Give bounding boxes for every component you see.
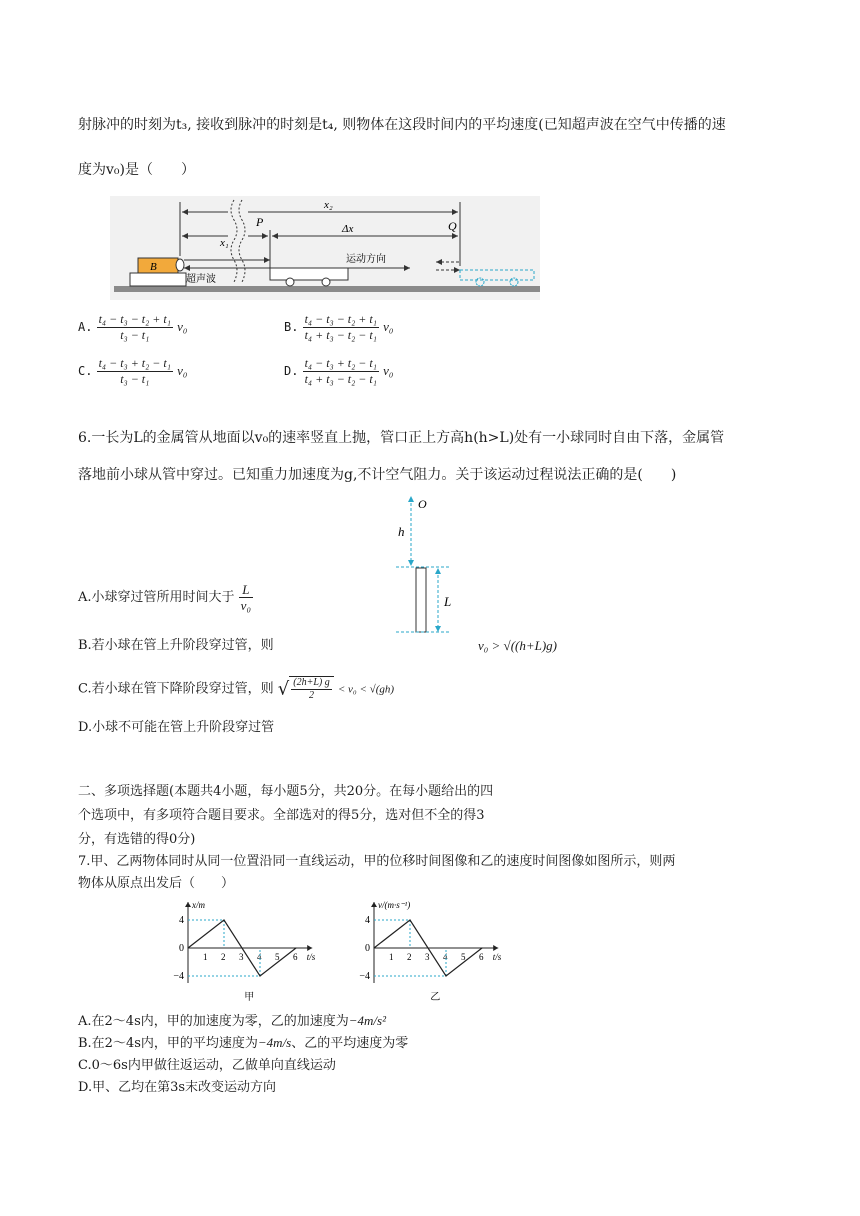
x-tick-label: 1 [389, 952, 394, 962]
q5-option-a[interactable]: A. $\frac{\text{t₄ − t₃ − t₂ + t₁}}{\text{t₃ − t₁}}$ v₀ [78, 312, 188, 342]
y-tick-label: 0 [365, 943, 370, 954]
q6-option-a[interactable]: A.小球穿过管所用时间大于 $\frac{L}{\text{v₀}}$ [78, 582, 251, 613]
label-wave: 超声波 [186, 274, 216, 285]
y-axis-label: v/(m·s⁻¹) [378, 900, 411, 910]
chart-title: 乙 [430, 992, 441, 1003]
x-axis-label: t/s [306, 952, 316, 962]
chart-yi [346, 896, 522, 1006]
label-dx: Δx [342, 223, 354, 235]
x-tick-label: 1 [203, 952, 208, 962]
data-point [223, 919, 224, 920]
q6-line2: 落地前小球从管中穿过。已知重力加速度为g,不计空气阻力。关于该运动过程说法正确的是( ) [78, 467, 677, 483]
x-tick-label: 2 [221, 952, 226, 962]
section2-line2: 个选项中，有多项符合题目要求。全部选对的得5分，选对但不全的得3 [78, 808, 485, 823]
y-tick-label: −4 [173, 971, 184, 982]
q6-option-b-formula: v₀ > √((h+L)g) [478, 638, 558, 653]
label-P: P [256, 215, 264, 229]
data-point [259, 975, 260, 976]
x-tick-label: 4 [257, 952, 262, 962]
label-L: L [444, 594, 452, 609]
q7-option-b[interactable]: B.在2～4s内，甲的平均速度为−4m/s、乙的平均速度为零 [78, 1035, 409, 1051]
q7-option-d[interactable]: D.甲、乙均在第3s末改变运动方向 [78, 1080, 277, 1095]
q5-option-c[interactable]: C. $\frac{\text{t₄ − t₃ + t₂ − t₁}}{\text{t₃ − t₁}}$ v₀ [78, 356, 188, 386]
q6-line1: 6.一长为L的金属管从地面以v₀的速率竖直上抛，管口正上方高h(h>L)处有一小球同时自由下落，金属管 [78, 430, 725, 446]
x-tick-label: 6 [479, 952, 484, 962]
x-tick-label: 5 [275, 952, 280, 962]
label-dir: 运动方向 [346, 254, 386, 265]
y-tick-label: 4 [179, 915, 184, 926]
section2-line3: 分，有选错的得0分) [78, 832, 196, 847]
q7-option-a[interactable]: A.在2～4s内，甲的加速度为零，乙的加速度为−4m/s² [78, 1013, 386, 1029]
data-point [409, 919, 410, 920]
data-point [295, 947, 296, 948]
x-tick-label: 6 [293, 952, 298, 962]
q5-option-b[interactable]: B. $\frac{\text{t₄ − t₃ − t₂ + t₁}}{\text{t₄ + t₃ − t₂ − t₁}}$ v₀ [284, 312, 394, 342]
label-x2: x₂ [324, 199, 333, 211]
y-tick-label: 0 [179, 943, 184, 954]
label-O: O [418, 497, 427, 511]
q6-figure [390, 492, 460, 640]
q6-option-d[interactable]: D.小球不可能在管上升阶段穿过管 [78, 720, 275, 735]
q5-option-d[interactable]: D. $\frac{\text{t₄ − t₃ + t₂ − t₁}}{\text{t₄ + t₃ − t₂ − t₁}}$ v₀ [284, 356, 394, 386]
y-tick-label: −4 [359, 971, 370, 982]
x-tick-label: 3 [425, 952, 430, 962]
chart-jia [160, 896, 330, 1006]
label-x1: x₁ [220, 237, 229, 249]
q5-line2: 度为v₀)是（ ） [78, 162, 195, 178]
q5-figure [110, 196, 540, 300]
q6-option-c[interactable]: C.若小球在管下降阶段穿过管，则 √ $\frac{(2h+L) g}{2}$ < v₀ < √(gh) [78, 677, 395, 701]
chart-title: 甲 [244, 992, 255, 1003]
label-B: B [150, 261, 157, 273]
x-tick-label: 2 [407, 952, 412, 962]
label-Q: Q [448, 219, 457, 233]
data-point [187, 947, 188, 948]
data-point [445, 975, 446, 976]
q7-line2: 物体从原点出发后（ ） [78, 876, 235, 891]
data-point [481, 947, 482, 948]
y-axis-label: x/m [192, 900, 205, 910]
x-tick-label: 5 [461, 952, 466, 962]
y-tick-label: 4 [365, 915, 370, 926]
q7-option-c[interactable]: C.0～6s内甲做往返运动，乙做单向直线运动 [78, 1058, 336, 1073]
data-point [373, 947, 374, 948]
x-tick-label: 3 [239, 952, 244, 962]
x-tick-label: 4 [443, 952, 448, 962]
x-axis-label: t/s [492, 952, 502, 962]
label-h: h [398, 524, 405, 539]
q7-line1: 7.甲、乙两物体同时从同一位置沿同一直线运动，甲的位移时间图像和乙的速度时间图像如图所示，则两 [78, 854, 676, 869]
section2-line1: 二、多项选择题(本题共4小题，每小题5分，共20分。在每小题给出的四 [78, 784, 494, 799]
q5-line1: 射脉冲的时刻为t₃, 接收到脉冲的时刻是t₄, 则物体在这段时间内的平均速度(已知超声波在空气中传播的速 [78, 117, 726, 133]
q6-option-b[interactable]: B.若小球在管上升阶段穿过管，则 [78, 638, 274, 653]
